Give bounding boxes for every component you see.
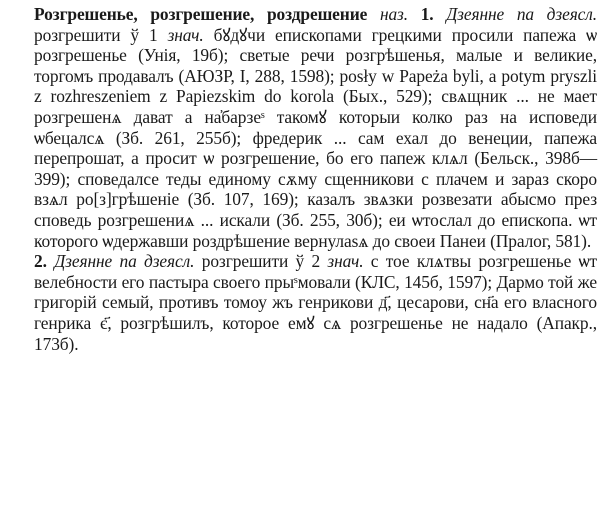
sense-2-znach: знач.: [327, 251, 364, 272]
sense-2-citations: с тое клѧтвы розгрешенье ѡт велебности его пастыра своего прыˢмовали (КЛС, 145б, 1597); Дармо той же григорій семый, противъ томоу жъ генрикови д҃, цесарови, сн҃а его власного генрика є҃, розгрѣшилъ, которое емꙋ сѧ розгрешенье не надало (Апакр., 173б).: [34, 251, 598, 354]
entry-sense-2: [6, 251, 597, 354]
sense-2-sense-ref: ў 2: [295, 251, 321, 272]
sense-number-2: 2.: [34, 251, 47, 272]
sense-2-verb-ref: розгрешити: [201, 251, 289, 272]
entry-sense-1: [6, 4, 597, 251]
sense-1-sense-ref: ў 1: [130, 24, 158, 45]
sense-2-definition: Дзеянне па дзеясл.: [54, 251, 195, 272]
part-of-speech: наз.: [379, 4, 408, 24]
sense-1-znach: знач.: [167, 24, 204, 45]
sense-1-citations: бꙋдꙋчи епископами грецкими просили папежа ѡ розгрешенье (Унія, 19б); светые речи розгрѣшенья, малые и великие, торгомъ продавалъ (АЮЗР, І, 288, 1598); posły w Papeża byli, a potym pryszli z rozhreszeniem z Papiezskim do korola (Бых., 529); свѧщник ... не мает розгрешенѧ дават а на҆барзеˢ такомꙋ которыи колко раз на исповеди ѡбецалсѧ (Зб. 261, 255б); фредерик ... сам ехал до венеции, папежа перепрошат, а просит ѡ розгрешение, бо его папеж клѧл (Бельск., 398б—399); споведалсе теды единому сѫму сщенникови с плачем и зараз скоро взѧл ро[з]грѣшеніе (Зб. 107, 169); казалъ звѧзки розвезати абысмо през споведь розгрешениѧ ... искали (Зб. 255, 30б); еи ѡтослал до епископа. ѡт которого ѡдержавши роздрѣшение вернулаѕѧ до своеи Панеи (Пралог, 581).: [34, 24, 597, 251]
sense-1-verb-ref: розгрешити: [34, 24, 121, 45]
sense-number-1: 1.: [420, 4, 434, 24]
sense-1-definition: Дзеянне па дзеясл.: [446, 4, 598, 24]
headword: Розгрешенье, розгрешение, роздрешение: [34, 4, 368, 24]
